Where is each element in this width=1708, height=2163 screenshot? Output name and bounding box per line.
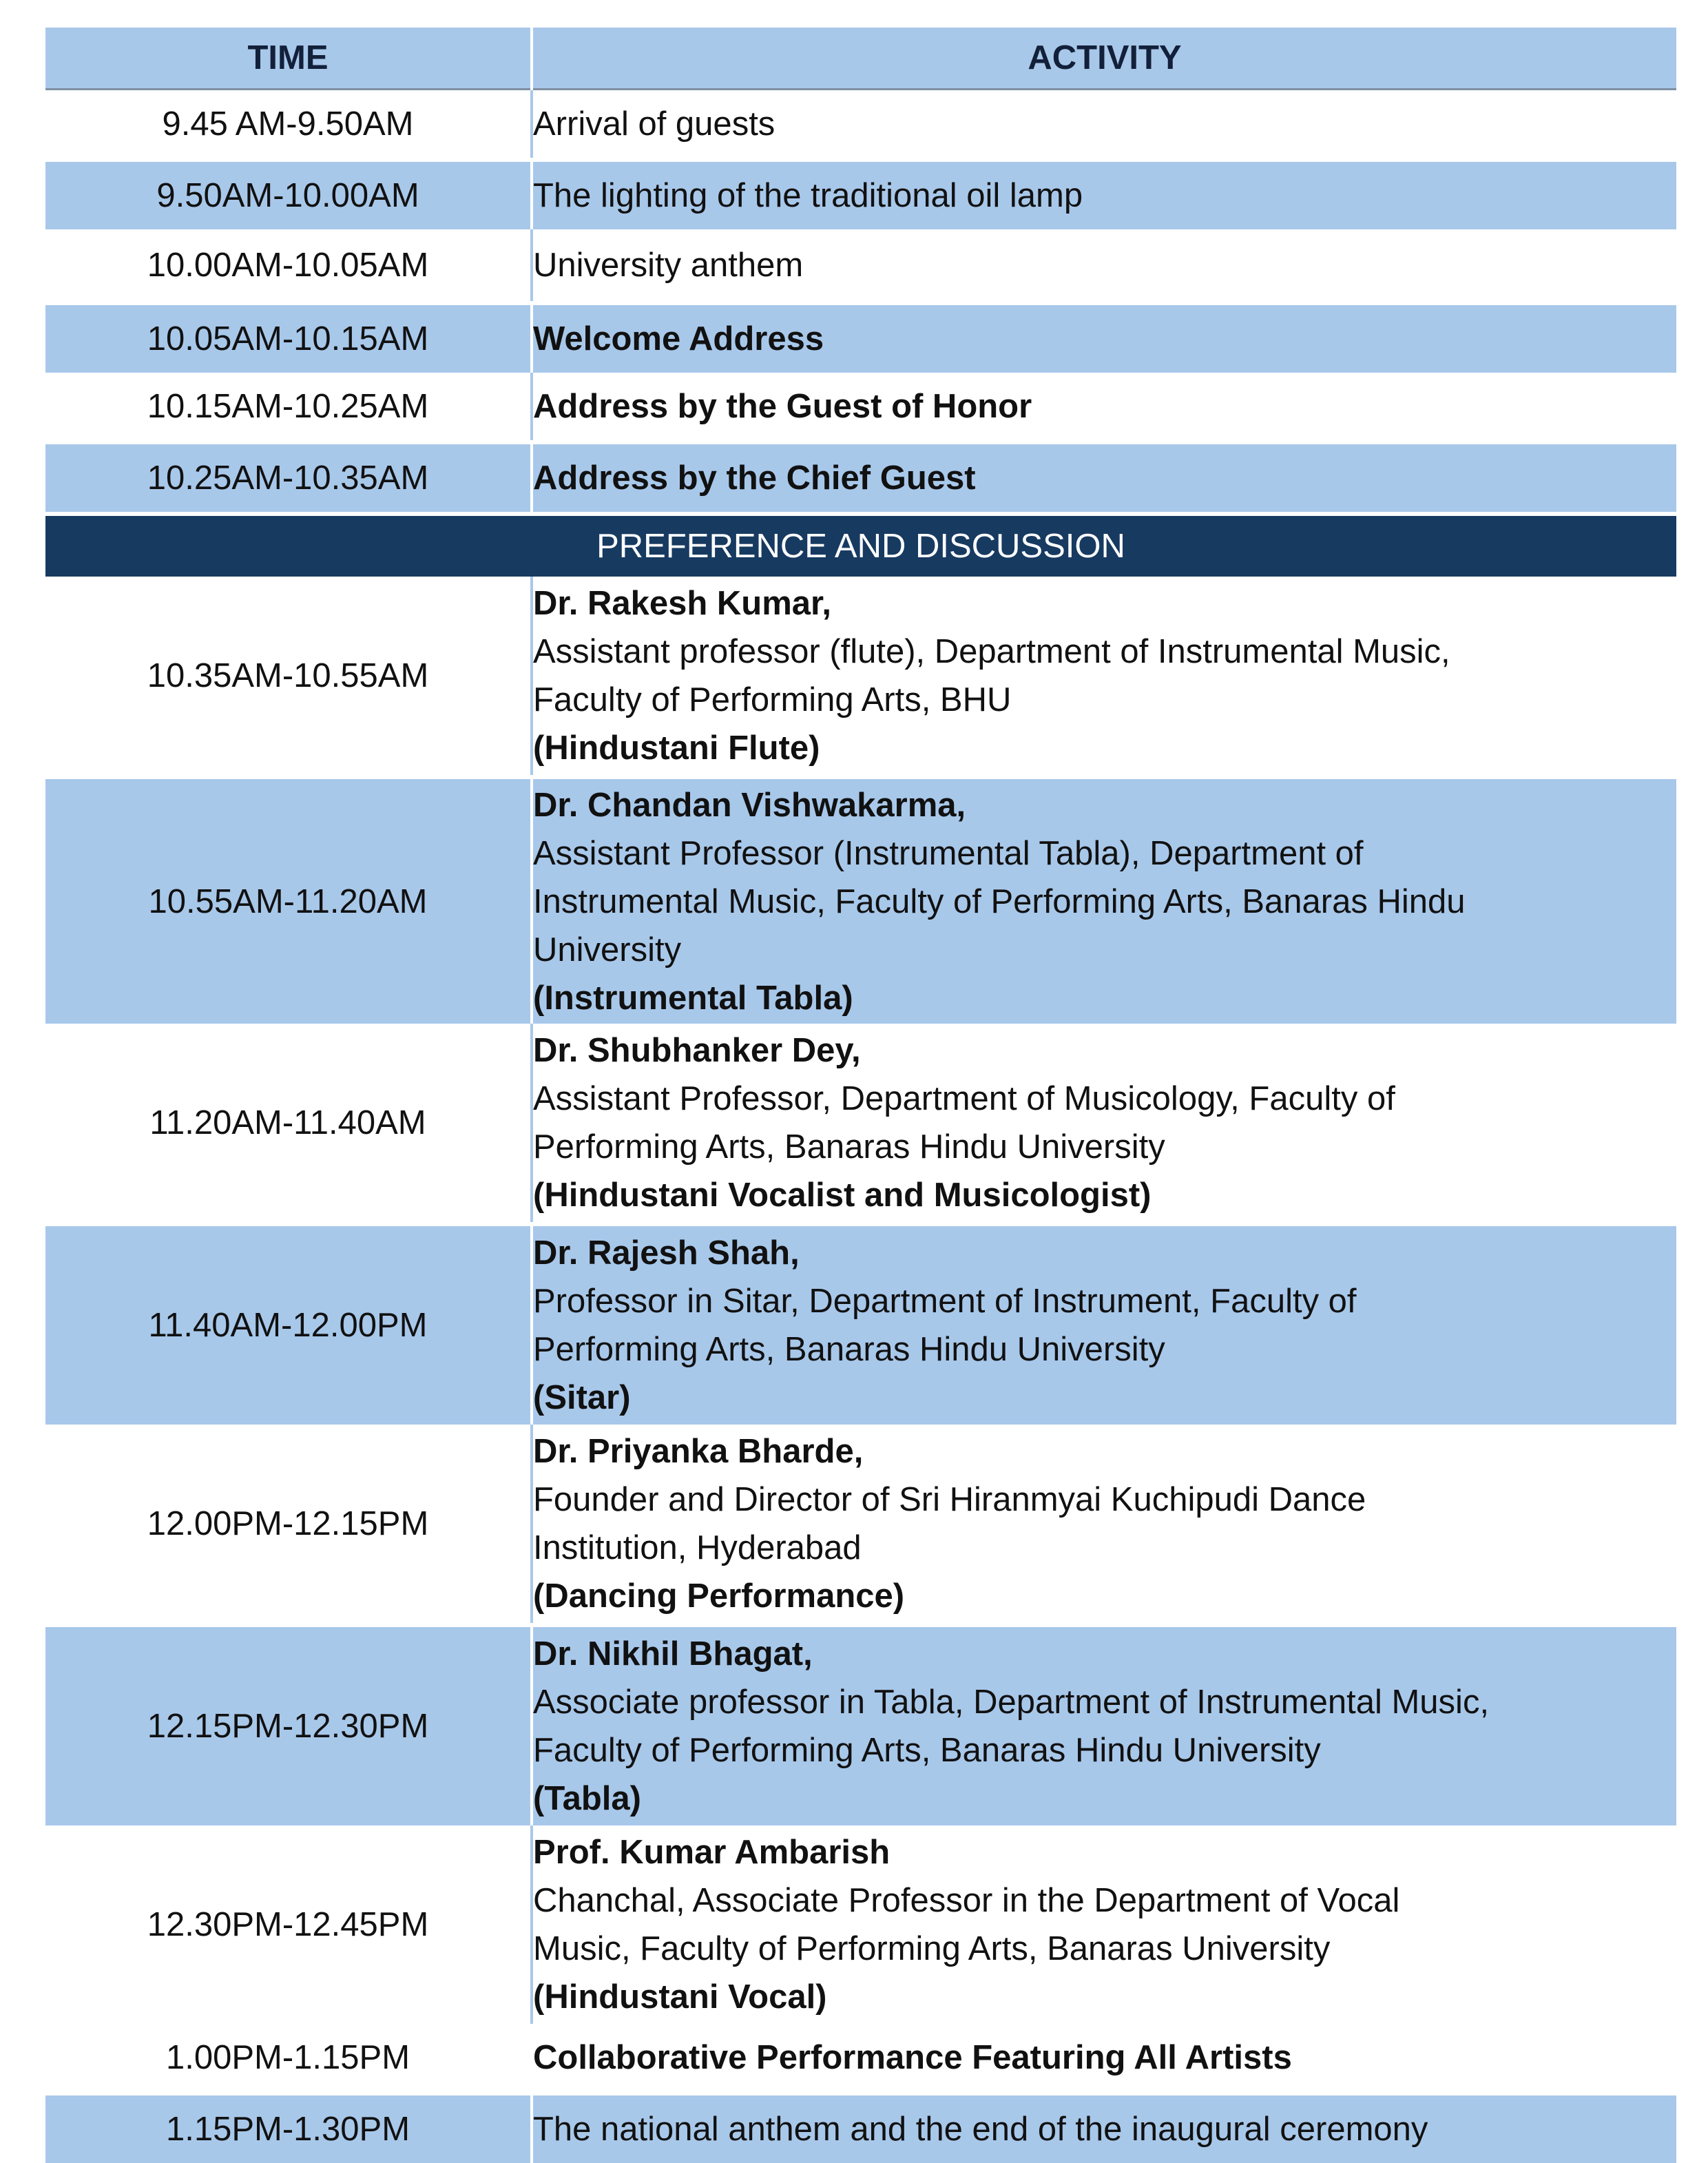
performer-affiliation-line: Founder and Director of Sri Hiranmyai Kuchipudi Dance xyxy=(533,1481,1366,1518)
time-cell: 10.25AM-10.35AM xyxy=(45,442,532,514)
table-row xyxy=(45,90,1676,161)
performer-affiliation-line: Assistant professor (flute), Department of Instrumental Music, xyxy=(533,633,1450,670)
performer-genre: (Sitar) xyxy=(533,1379,631,1416)
activity-cell: The lighting of the traditional oil lamp xyxy=(532,160,1676,229)
activity-cell: Arrival of guests xyxy=(532,90,1676,161)
table-row xyxy=(45,229,1676,303)
activity-cell: University anthem xyxy=(532,229,1676,303)
performer-genre: (Hindustani Vocal) xyxy=(533,1978,827,2016)
performer-name: Dr. Rakesh Kumar, xyxy=(533,585,832,622)
performer-affiliation-line: Performing Arts, Banaras Hindu University xyxy=(533,1331,1165,1368)
time-cell: 10.05AM-10.15AM xyxy=(45,303,532,373)
time-cell: 10.15AM-10.25AM xyxy=(45,373,532,442)
activity-cell xyxy=(532,1425,1676,1625)
performer-name: Dr. Priyanka Bharde, xyxy=(533,1433,864,1470)
performer-genre: (Dancing Performance) xyxy=(533,1577,905,1615)
performer-affiliation-line: Assistant Professor, Department of Musicology, Faculty of xyxy=(533,1080,1395,1117)
table-row xyxy=(45,442,1676,514)
activity-cell: Collaborative Performance Featuring All Artists xyxy=(532,2024,1676,2093)
performer-affiliation-line: Faculty of Performing Arts, Banaras Hindu University xyxy=(533,1732,1321,1769)
activity-cell xyxy=(532,777,1676,1024)
performer-affiliation-line: Assistant Professor (Instrumental Tabla), Department of xyxy=(533,834,1364,872)
activity-cell xyxy=(532,577,1676,777)
performer-affiliation-line: Chanchal, Associate Professor in the Department of Vocal xyxy=(533,1882,1400,1919)
table-row xyxy=(45,373,1676,442)
time-cell: 12.00PM-12.15PM xyxy=(45,1425,532,1625)
table-row xyxy=(45,777,1676,1024)
performer-affiliation-line: Associate professor in Tabla, Department of Instrumental Music, xyxy=(533,1684,1490,1721)
performer-genre: (Hindustani Flute) xyxy=(533,729,820,767)
performer-name: Dr. Rajesh Shah, xyxy=(533,1234,800,1272)
activity-cell xyxy=(532,1024,1676,1224)
activity-cell: The national anthem and the end of the inaugural ceremony xyxy=(532,2093,1676,2163)
schedule-table xyxy=(45,28,1676,2163)
time-cell: 10.35AM-10.55AM xyxy=(45,577,532,777)
time-column-header: TIME xyxy=(45,28,532,90)
performer-genre: (Tabla) xyxy=(533,1780,641,1817)
performer-affiliation-line: Institution, Hyderabad xyxy=(533,1529,862,1566)
section-row xyxy=(45,514,1676,577)
table-row xyxy=(45,1425,1676,1625)
table-row xyxy=(45,1825,1676,2024)
time-cell: 1.15PM-1.30PM xyxy=(45,2093,532,2163)
performer-name: Dr. Chandan Vishwakarma, xyxy=(533,786,966,824)
performer-name: Dr. Nikhil Bhagat, xyxy=(533,1635,813,1673)
time-cell: 9.50AM-10.00AM xyxy=(45,160,532,229)
activity-column-header: ACTIVITY xyxy=(532,28,1676,90)
activity-cell: Address by the Chief Guest xyxy=(532,442,1676,514)
performer-affiliation-line: Faculty of Performing Arts, BHU xyxy=(533,681,1012,718)
time-cell: 10.00AM-10.05AM xyxy=(45,229,532,303)
performer-genre: (Hindustani Vocalist and Musicologist) xyxy=(533,1177,1152,1214)
time-cell: 11.20AM-11.40AM xyxy=(45,1024,532,1224)
performer-genre: (Instrumental Tabla) xyxy=(533,979,853,1017)
activity-cell xyxy=(532,1224,1676,1425)
time-cell: 12.30PM-12.45PM xyxy=(45,1825,532,2024)
table-row xyxy=(45,1024,1676,1224)
performer-affiliation-line: Performing Arts, Banaras Hindu University xyxy=(533,1128,1165,1166)
time-cell: 9.45 AM-9.50AM xyxy=(45,90,532,161)
performer-name: Prof. Kumar Ambarish xyxy=(533,1834,891,1871)
performer-name: Dr. Shubhanker Dey, xyxy=(533,1032,861,1069)
activity-cell: Welcome Address xyxy=(532,303,1676,373)
table-row xyxy=(45,160,1676,229)
table-row xyxy=(45,1625,1676,1825)
performer-affiliation-line: University xyxy=(533,931,682,969)
table-row xyxy=(45,1224,1676,1425)
header-row xyxy=(45,28,1676,90)
table-row xyxy=(45,303,1676,373)
time-cell: 1.00PM-1.15PM xyxy=(45,2024,532,2093)
time-cell: 10.55AM-11.20AM xyxy=(45,777,532,1024)
performer-affiliation-line: Instrumental Music, Faculty of Performing Arts, Banaras Hindu xyxy=(533,882,1466,920)
activity-cell xyxy=(532,1625,1676,1825)
time-cell: 12.15PM-12.30PM xyxy=(45,1625,532,1825)
section-title: PREFERENCE AND DISCUSSION xyxy=(45,514,1676,577)
table-row xyxy=(45,577,1676,777)
time-cell: 11.40AM-12.00PM xyxy=(45,1224,532,1425)
table-row xyxy=(45,2093,1676,2163)
performer-affiliation-line: Professor in Sitar, Department of Instrument, Faculty of xyxy=(533,1283,1357,1320)
performer-affiliation-line: Music, Faculty of Performing Arts, Banaras University xyxy=(533,1930,1331,1967)
activity-cell: Address by the Guest of Honor xyxy=(532,373,1676,442)
activity-cell xyxy=(532,1825,1676,2024)
table-row xyxy=(45,2024,1676,2093)
